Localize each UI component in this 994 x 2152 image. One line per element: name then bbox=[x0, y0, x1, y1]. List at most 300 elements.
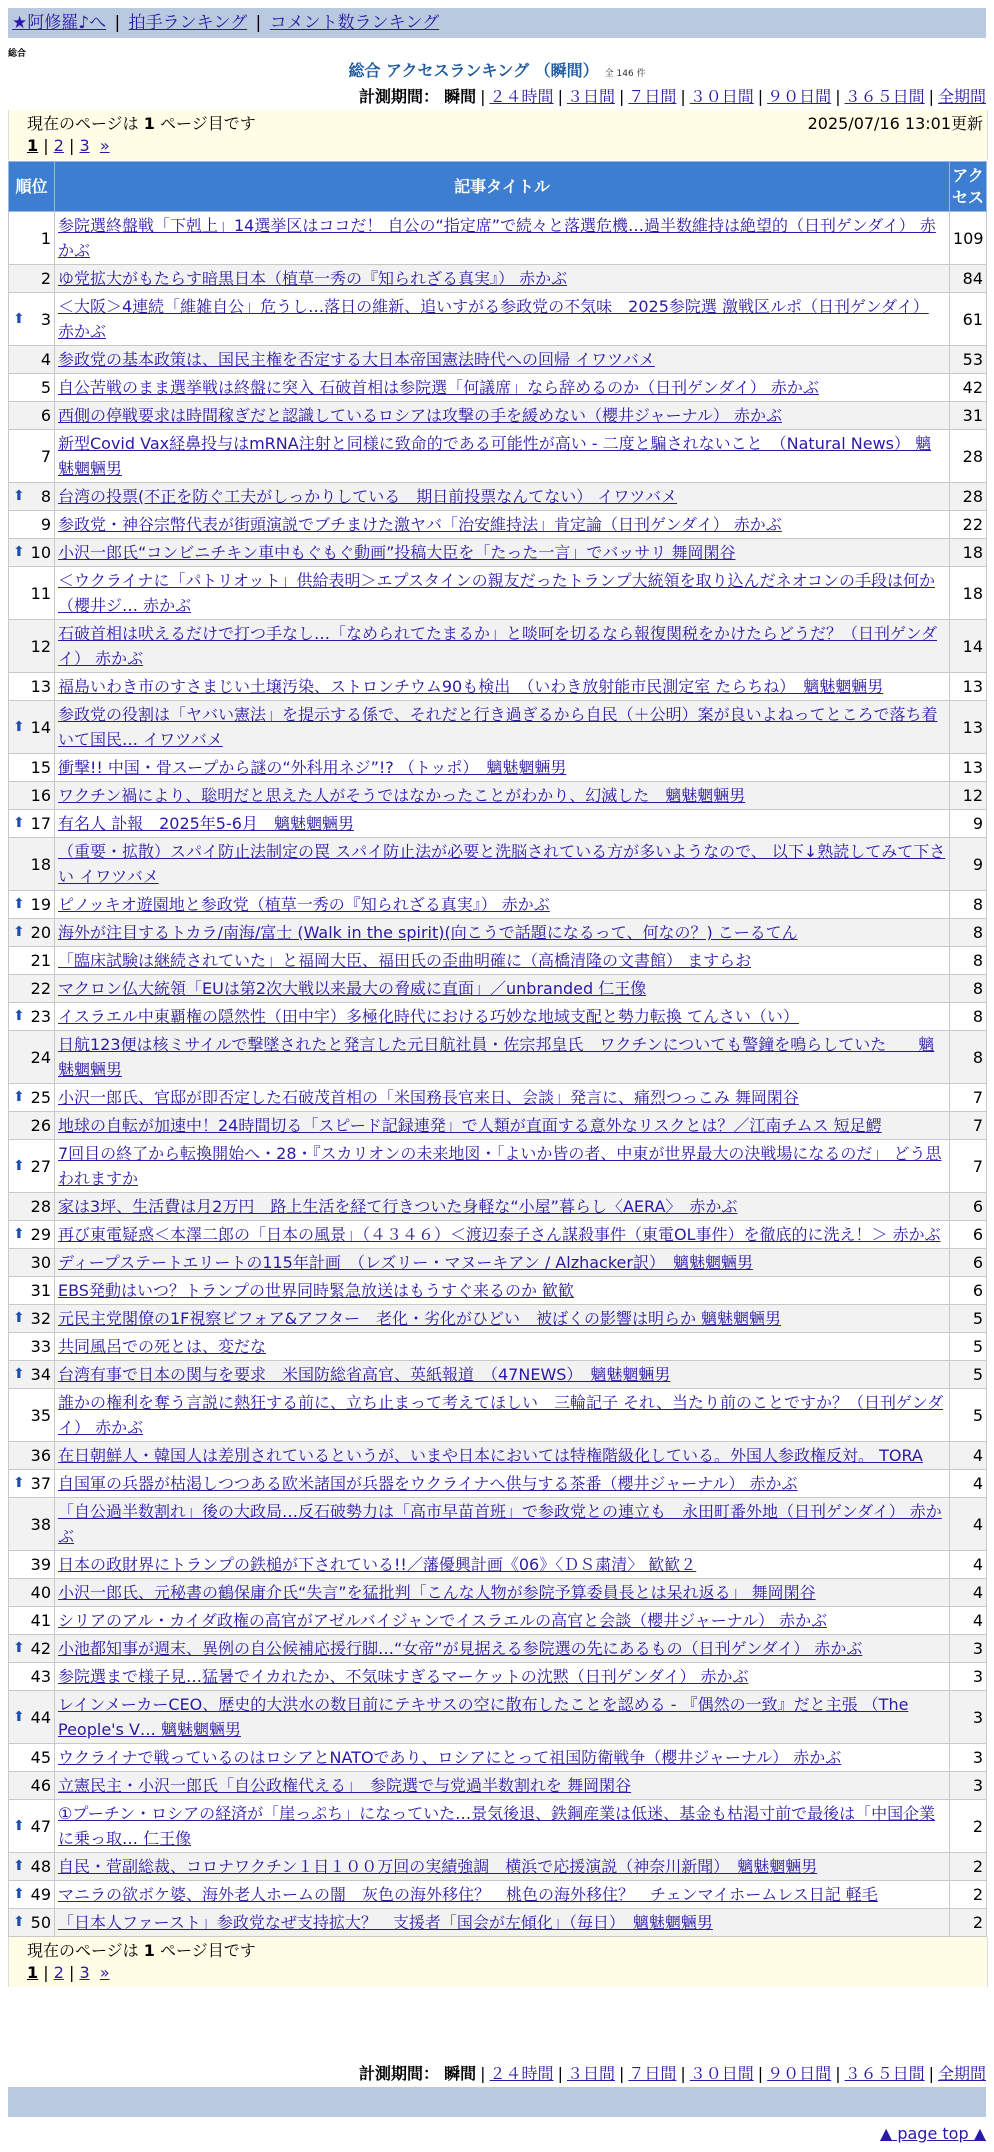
period-link-7d[interactable]: ７日間 bbox=[628, 87, 677, 106]
page-next-link[interactable]: » bbox=[99, 136, 110, 155]
period-link-365d[interactable]: ３６５日間 bbox=[844, 87, 925, 106]
title-cell bbox=[55, 1031, 950, 1084]
table-row bbox=[9, 374, 987, 402]
title-cell bbox=[55, 1003, 950, 1031]
rank-number: 44 bbox=[30, 1707, 51, 1727]
access-count: 9 bbox=[950, 838, 987, 891]
rank-number: 33 bbox=[30, 1337, 51, 1356]
rank-number: 36 bbox=[30, 1446, 51, 1465]
article-link[interactable]: 誰かの権利を奪う言説に熱狂する前に、立ち止まって考えてほしい 三輪記子 それ、当たり前のことですか？（日刊ゲンダイ） 赤かぶ bbox=[58, 1393, 944, 1437]
article-link[interactable]: 小池都知事が週末、異例の自公候補応援行脚…“女帝”が見据える参院選の先にあるもの（日刊ゲンダイ） 赤かぶ bbox=[58, 1639, 863, 1658]
title-cell bbox=[55, 567, 950, 620]
article-link[interactable]: 福島いわき市のすさまじい土壌汚染、ストロンチウム90も検出 （いわき放射能市民測定室 たらちね） 魑魅魍魎男 bbox=[58, 677, 884, 696]
table-row bbox=[9, 1193, 987, 1221]
rank-number: 2 bbox=[40, 269, 51, 288]
rank-number: 12 bbox=[30, 636, 51, 656]
article-link[interactable]: 小沢一郎氏、元秘書の鶴保庸介氏“失言”を猛批判「こんな人物が参院予算委員長とは呆れ返る」 舞岡閑谷 bbox=[58, 1583, 816, 1602]
access-count: 13 bbox=[950, 701, 987, 754]
article-link[interactable]: ＜ウクライナに「パトリオット」供給表明＞エプスタインの親友だったトランプ大統領を取り込んだネオコンの手段は何か（櫻井ジ… 赤かぶ bbox=[58, 571, 935, 615]
period-link-3d[interactable]: ３日間 bbox=[566, 87, 615, 106]
rank-number: 25 bbox=[30, 1088, 51, 1107]
rank-number: 50 bbox=[30, 1913, 51, 1932]
table-row bbox=[9, 1277, 987, 1305]
table-row bbox=[9, 1853, 987, 1881]
rank-cell bbox=[9, 483, 55, 511]
rank-cell bbox=[9, 1389, 55, 1442]
access-count: 7 bbox=[950, 1084, 987, 1112]
access-count: 18 bbox=[950, 567, 987, 620]
table-row bbox=[9, 919, 987, 947]
article-link[interactable]: ディープステートエリートの115年計画 （レズリー・マヌーキアン / Alzhacker訳） 魑魅魍魎男 bbox=[58, 1253, 753, 1272]
article-link[interactable]: 有名人 訃報 2025年5-6月 魑魅魍魎男 bbox=[58, 814, 354, 833]
title-cell bbox=[55, 1800, 950, 1853]
rank-cell bbox=[9, 673, 55, 701]
title-cell bbox=[55, 1333, 950, 1361]
access-count: 13 bbox=[950, 673, 987, 701]
top-nav-links bbox=[12, 12, 439, 34]
article-link[interactable]: 新型Covid Vax経鼻投与はmRNA注射と同様に致命的である可能性が高い - 二度と騙されないこと （Natural News） 魑魅魍魎男 bbox=[58, 434, 932, 478]
rank-number: 26 bbox=[30, 1116, 51, 1135]
period-link-all[interactable]: 全期間 bbox=[937, 87, 986, 106]
rank-cell bbox=[9, 1361, 55, 1389]
page-link-2[interactable]: 2 bbox=[53, 136, 64, 155]
table-row bbox=[9, 483, 987, 511]
rank-cell bbox=[9, 1607, 55, 1635]
article-link[interactable]: 小沢一郎氏“コンビニチキン車中もぐもぐ動画”投稿大臣を「たった一言」でバッサリ 舞岡閑谷 bbox=[58, 543, 736, 562]
rank-number: 20 bbox=[30, 923, 51, 942]
table-row bbox=[9, 1881, 987, 1909]
period-link-3d[interactable]: ３日間 bbox=[566, 2064, 615, 2083]
table-row bbox=[9, 1909, 987, 1937]
updated-timestamp: 2025/07/16 13:01更新 bbox=[807, 114, 983, 133]
period-selector-top: 計測期間： 瞬間 | ２４時間 | ３日間 | ７日間 | ３０日間 | ９０日間 | ３６５日間 | 全期間 bbox=[359, 87, 986, 106]
access-count: 3 bbox=[950, 1635, 987, 1663]
period-link-all[interactable]: 全期間 bbox=[937, 2064, 986, 2083]
table-row bbox=[9, 1333, 987, 1361]
article-link[interactable]: 日本の政財界にトランプの鉄槌が下されている!!／藩優興計画《06》〈ＤＳ粛清〉 歓歓２ bbox=[58, 1555, 697, 1574]
article-link[interactable]: 自民・菅副総裁、コロナワクチン１日１００万回の実績強調 横浜で応援演説（神奈川新聞） 魑魅魍魎男 bbox=[58, 1857, 818, 1876]
title-cell bbox=[55, 1744, 950, 1772]
header-title: 記事タイトル bbox=[55, 162, 950, 212]
rank-number: 8 bbox=[40, 487, 51, 506]
table-row bbox=[9, 1031, 987, 1084]
table-row bbox=[9, 1635, 987, 1663]
table-row bbox=[9, 346, 987, 374]
access-count: 14 bbox=[950, 620, 987, 673]
article-link[interactable]: 参院選終盤戦「下剋上」14選挙区はココだ！ 自公の“指定席”で続々と落選危機…過半数維持は絶望的（日刊ゲンダイ） 赤かぶ bbox=[58, 216, 936, 260]
article-link[interactable]: ゆ党拡大がもたらす暗黒日本（植草一秀の『知られざる真実』） 赤かぶ bbox=[58, 269, 568, 288]
article-link[interactable]: 日航123便は核ミサイルで撃墜されたと発言した元日航社員・佐宗邦皇氏 ワクチンについても警鐘を鳴らしていた 魑魅魍魎男 bbox=[58, 1035, 935, 1079]
rank-number: 14 bbox=[30, 717, 51, 737]
period-link-24h[interactable]: ２４時間 bbox=[489, 2064, 554, 2083]
article-link[interactable]: ウクライナで戦っているのはロシアとNATOであり、ロシアにとって祖国防衛戦争（櫻井ジャーナル） 赤かぶ bbox=[58, 1748, 842, 1767]
rank-number: 30 bbox=[30, 1253, 51, 1272]
rank-cell bbox=[9, 212, 55, 265]
header-access: アクセス bbox=[950, 162, 987, 212]
table-row bbox=[9, 1579, 987, 1607]
article-link[interactable]: イスラエル中東覇権の隠然性（田中宇）多極化時代における巧妙な地域支配と勢力転換 てんさい（い） bbox=[58, 1007, 799, 1026]
table-row bbox=[9, 701, 987, 754]
article-link[interactable]: 台湾有事で日本の関与を要求 米国防総省高官、英紙報道 （47NEWS） 魑魅魍魎男 bbox=[58, 1365, 671, 1384]
title-cell bbox=[55, 620, 950, 673]
rank-number: 28 bbox=[30, 1197, 51, 1216]
page-top-link[interactable]: ▲ page top ▲ bbox=[879, 2124, 986, 2143]
rank-number: 1 bbox=[40, 228, 51, 248]
article-link[interactable]: 石破首相は吠えるだけで打つ手なし…「なめられてたまるか」と啖呵を切るなら報復関税をかけたらどうだ？（日刊ゲンダイ） 赤かぶ bbox=[58, 624, 938, 668]
rank-number: 31 bbox=[30, 1281, 51, 1300]
access-count: 4 bbox=[950, 1607, 987, 1635]
rank-up-arrow-icon: ⬆ bbox=[13, 1157, 25, 1174]
title-cell bbox=[55, 1221, 950, 1249]
period-link-90d[interactable]: ９０日間 bbox=[767, 87, 832, 106]
article-link[interactable]: 「自公過半数割れ」後の大政局…反石破勢力は「高市早苗首班」で参政党との連立も 永田町番外地（日刊ゲンダイ） 赤かぶ bbox=[58, 1502, 942, 1546]
access-count: 5 bbox=[950, 1333, 987, 1361]
rank-number: 42 bbox=[30, 1639, 51, 1658]
rank-number: 37 bbox=[30, 1474, 51, 1493]
access-count: 6 bbox=[950, 1277, 987, 1305]
rank-cell bbox=[9, 1031, 55, 1084]
table-row bbox=[9, 539, 987, 567]
title-cell bbox=[55, 1909, 950, 1937]
rank-up-arrow-icon: ⬆ bbox=[13, 896, 25, 912]
title-cell bbox=[55, 265, 950, 293]
title-cell bbox=[55, 1663, 950, 1691]
rank-number: 29 bbox=[30, 1225, 51, 1244]
rank-number: 6 bbox=[40, 406, 51, 425]
rank-up-arrow-icon: ⬆ bbox=[13, 1886, 25, 1902]
nav-separator: | bbox=[114, 13, 121, 33]
rank-cell bbox=[9, 539, 55, 567]
rank-cell bbox=[9, 1744, 55, 1772]
access-count: 7 bbox=[950, 1112, 987, 1140]
article-link[interactable]: 「臨床試験は継続されていた」と福岡大臣、福田氏の歪曲明確に（高橋清隆の文書館） ますらお bbox=[58, 951, 752, 970]
pagination: 1 | 2 | 3 » bbox=[27, 1963, 110, 1982]
home-link[interactable]: ★阿修羅♪へ bbox=[12, 13, 107, 33]
title-cell bbox=[55, 975, 950, 1003]
pagination-box-top bbox=[8, 110, 988, 160]
access-count: 61 bbox=[950, 293, 987, 346]
rank-number: 13 bbox=[30, 677, 51, 696]
rank-cell bbox=[9, 1470, 55, 1498]
rank-cell bbox=[9, 511, 55, 539]
rank-number: 48 bbox=[30, 1857, 51, 1876]
period-current: 瞬間 bbox=[444, 87, 477, 106]
title-cell bbox=[55, 430, 950, 483]
access-count: 2 bbox=[950, 1800, 987, 1853]
access-count: 84 bbox=[950, 265, 987, 293]
header-rank: 順位 bbox=[9, 162, 55, 212]
rank-number: 19 bbox=[30, 895, 51, 914]
period-link-30d[interactable]: ３０日間 bbox=[689, 87, 754, 106]
current-page-text: 現在のページは 1 ページ目です bbox=[27, 1941, 256, 1960]
article-link[interactable]: 立憲民主・小沢一郎氏「自公政権代える」 参院選で与党過半数割れを 舞岡閑谷 bbox=[58, 1776, 632, 1795]
title-cell bbox=[55, 782, 950, 810]
period-link-90d[interactable]: ９０日間 bbox=[767, 2064, 832, 2083]
rank-up-arrow-icon: ⬆ bbox=[13, 1914, 25, 1930]
table-row bbox=[9, 1084, 987, 1112]
table-row bbox=[9, 1607, 987, 1635]
rank-number: 41 bbox=[30, 1611, 51, 1630]
article-link[interactable]: ワクチン禍により、聡明だと思えた人がそうではなかったことがわかり、幻滅した 魑魅魍魎男 bbox=[58, 786, 746, 805]
access-count: 4 bbox=[950, 1551, 987, 1579]
rank-number: 15 bbox=[30, 758, 51, 777]
title-cell bbox=[55, 1772, 950, 1800]
table-row bbox=[9, 567, 987, 620]
article-link[interactable]: 「日本人ファースト」参政党なぜ支持拡大？ 支援者「国会が左傾化」（毎日） 魑魅魍魎男 bbox=[58, 1913, 713, 1932]
article-link[interactable]: 在日朝鮮人・韓国人は差別されているというが、いまや日本においては特権階級化している。外国人参政権反対。 TORA bbox=[58, 1446, 923, 1465]
rank-up-arrow-icon: ⬆ bbox=[13, 1640, 25, 1656]
table-row bbox=[9, 511, 987, 539]
title-cell bbox=[55, 539, 950, 567]
rank-number: 21 bbox=[30, 951, 51, 970]
rank-number: 32 bbox=[30, 1309, 51, 1328]
rank-number: 49 bbox=[30, 1885, 51, 1904]
rank-number: 39 bbox=[30, 1555, 51, 1574]
period-selector-bottom: 計測期間： 瞬間 | ２４時間 | ３日間 | ７日間 | ３０日間 | ９０日間 | ３６５日間 | 全期間 bbox=[359, 2064, 986, 2083]
period-link-30d[interactable]: ３０日間 bbox=[689, 2064, 754, 2083]
table-row bbox=[9, 1744, 987, 1772]
access-count: 42 bbox=[950, 374, 987, 402]
title-cell bbox=[55, 511, 950, 539]
access-count: 2 bbox=[950, 1853, 987, 1881]
table-row bbox=[9, 975, 987, 1003]
title-cell bbox=[55, 810, 950, 838]
title-cell bbox=[55, 1442, 950, 1470]
access-count: 6 bbox=[950, 1221, 987, 1249]
rank-up-arrow-icon: ⬆ bbox=[13, 1817, 25, 1834]
rank-number: 5 bbox=[40, 378, 51, 397]
access-count: 7 bbox=[950, 1140, 987, 1193]
article-link[interactable]: シリアのアル・カイダ政権の高官がアゼルバイジャンでイスラエルの高官と会談（櫻井ジャーナル） 赤かぶ bbox=[58, 1611, 828, 1630]
access-count: 6 bbox=[950, 1193, 987, 1221]
article-link[interactable]: 自国軍の兵器が枯渇しつつある欧米諸国が兵器をウクライナへ供与する茶番（櫻井ジャーナル） 赤かぶ bbox=[58, 1474, 798, 1493]
article-link[interactable]: 小沢一郎氏、官邸が即否定した石破茂首相の「米国務長官来日、会談」発言に、痛烈つっこみ 舞岡閑谷 bbox=[58, 1088, 799, 1107]
rank-cell bbox=[9, 1249, 55, 1277]
article-link[interactable]: （重要・拡散）スパイ防止法制定の罠 スパイ防止法が必要と洗脳されている方が多いようなので、 以下↓熟読してみて下さい イワツバメ bbox=[58, 842, 946, 886]
access-count: 28 bbox=[950, 430, 987, 483]
rank-cell bbox=[9, 293, 55, 346]
article-link[interactable]: 参政党の役割は「ヤバい憲法」を提示する係で、それだと行き過ぎるから自民（＋公明）案が良いよねってところで落ち着いて国民… イワツバメ bbox=[58, 705, 938, 749]
table-row bbox=[9, 1442, 987, 1470]
rank-number: 10 bbox=[30, 543, 51, 562]
table-row bbox=[9, 620, 987, 673]
article-link[interactable]: 西側の停戦要求は時間稼ぎだと認識しているロシアは攻撃の手を緩めない（櫻井ジャーナル） 赤かぶ bbox=[58, 406, 782, 425]
rank-cell bbox=[9, 1909, 55, 1937]
article-link[interactable]: 海外が注目するトカラ/南海/富士 (Walk in the spirit)(向こうで話題になるって、何なの？) こーるてん bbox=[58, 923, 798, 942]
title-cell bbox=[55, 1470, 950, 1498]
rank-number: 9 bbox=[40, 515, 51, 534]
access-count: 31 bbox=[950, 402, 987, 430]
rank-cell bbox=[9, 838, 55, 891]
title-cell bbox=[55, 754, 950, 782]
title-cell bbox=[55, 891, 950, 919]
article-link[interactable]: マクロン仏大統領「EUは第2次大戦以来最大の脅威に直面」／unbranded 仁王像 bbox=[58, 979, 647, 998]
title-cell bbox=[55, 1691, 950, 1744]
rank-up-arrow-icon: ⬆ bbox=[13, 1008, 25, 1024]
title-cell bbox=[55, 1277, 950, 1305]
period-link-7d[interactable]: ７日間 bbox=[628, 2064, 677, 2083]
rank-up-arrow-icon: ⬆ bbox=[13, 544, 25, 560]
access-count: 8 bbox=[950, 1031, 987, 1084]
table-row bbox=[9, 782, 987, 810]
title-cell bbox=[55, 1305, 950, 1333]
article-link[interactable]: 共同風呂での死とは、変だな bbox=[58, 1337, 267, 1356]
page-link-3[interactable]: 3 bbox=[79, 136, 90, 155]
rank-cell bbox=[9, 1691, 55, 1744]
rank-number: 18 bbox=[30, 854, 51, 874]
access-count: 8 bbox=[950, 891, 987, 919]
table-row bbox=[9, 673, 987, 701]
table-row bbox=[9, 1221, 987, 1249]
page-current: 1 bbox=[27, 136, 39, 155]
rank-cell bbox=[9, 947, 55, 975]
rank-cell bbox=[9, 1663, 55, 1691]
table-row bbox=[9, 1663, 987, 1691]
title-cell bbox=[55, 919, 950, 947]
rank-up-arrow-icon: ⬆ bbox=[13, 718, 25, 735]
title-cell bbox=[55, 1881, 950, 1909]
access-count: 2 bbox=[950, 1909, 987, 1937]
table-row bbox=[9, 754, 987, 782]
article-link[interactable]: 7回目の終了から転換開始へ・28・『スカリオンの未来地図・「よいか皆の者、中東が世界最大の決戦場になるのだ」 どう思われますか bbox=[58, 1144, 942, 1188]
access-count: 4 bbox=[950, 1498, 987, 1551]
article-link[interactable]: 家は3坪、生活費は月2万円 路上生活を経て行きついた身軽な“小屋”暮らし〈AERA〉 赤かぶ bbox=[58, 1197, 738, 1216]
rank-number: 22 bbox=[30, 979, 51, 998]
access-count: 8 bbox=[950, 1003, 987, 1031]
page-link-2[interactable]: 2 bbox=[53, 1963, 64, 1982]
table-row bbox=[9, 838, 987, 891]
rank-cell bbox=[9, 1881, 55, 1909]
pagination-box-bottom bbox=[8, 1937, 988, 1987]
rank-number: 27 bbox=[30, 1156, 51, 1176]
access-count: 109 bbox=[950, 212, 987, 265]
access-count: 53 bbox=[950, 346, 987, 374]
comment-ranking-link[interactable]: コメント数ランキング bbox=[269, 13, 440, 33]
table-row bbox=[9, 891, 987, 919]
nav-separator: | bbox=[255, 13, 262, 33]
access-count: 12 bbox=[950, 782, 987, 810]
rank-cell bbox=[9, 1277, 55, 1305]
rank-up-arrow-icon: ⬆ bbox=[13, 488, 25, 504]
table-row bbox=[9, 1112, 987, 1140]
article-link[interactable]: 衝撃!! 中国・骨スープから謎の“外科用ネジ”!? （トッポ） 魑魅魍魎男 bbox=[58, 758, 567, 777]
title-cell bbox=[55, 346, 950, 374]
rank-up-arrow-icon: ⬆ bbox=[13, 1226, 25, 1242]
period-label: 計測期間： bbox=[359, 87, 440, 106]
article-link[interactable]: 参政党・神谷宗幣代表が街頭演説でブチまけた激ヤバ「治安維持法」肯定論（日刊ゲンダイ） 赤かぶ bbox=[58, 515, 782, 534]
rank-cell bbox=[9, 430, 55, 483]
ranking-rows bbox=[9, 212, 987, 1937]
access-count: 5 bbox=[950, 1361, 987, 1389]
access-count: 8 bbox=[950, 975, 987, 1003]
access-count: 2 bbox=[950, 1881, 987, 1909]
access-count: 4 bbox=[950, 1470, 987, 1498]
title-cell bbox=[55, 374, 950, 402]
rank-cell bbox=[9, 1193, 55, 1221]
article-link[interactable]: 元民主党閣僚の1F視察ビフォア&アフター 老化・劣化がひどい 被ばくの影響は明らか 魑魅魍魎男 bbox=[58, 1309, 782, 1328]
category-label: 総合 bbox=[8, 49, 27, 59]
rank-cell bbox=[9, 810, 55, 838]
access-count: 8 bbox=[950, 947, 987, 975]
rank-up-arrow-icon: ⬆ bbox=[13, 815, 25, 831]
article-link[interactable]: 再び東電疑惑＜本澤二郎の「日本の風景」（４３４６）＜渡辺泰子さん謀殺事件（東電OL事件）を徹底的に洗え！＞ 赤かぶ bbox=[58, 1225, 941, 1244]
table-row bbox=[9, 265, 987, 293]
table-row bbox=[9, 212, 987, 265]
table-row bbox=[9, 1389, 987, 1442]
article-link[interactable]: ピノッキオ遊園地と参政党（植草一秀の『知られざる真実』） 赤かぶ bbox=[58, 895, 550, 914]
rank-cell bbox=[9, 701, 55, 754]
title-cell bbox=[55, 838, 950, 891]
rank-number: 16 bbox=[30, 786, 51, 805]
article-link[interactable]: 台湾の投票(不正を防ぐ工夫がしっかりしている 期日前投票なんてない） イワツバメ bbox=[58, 487, 678, 506]
rank-number: 47 bbox=[30, 1816, 51, 1836]
title-cell bbox=[55, 1389, 950, 1442]
article-link[interactable]: 参政党の基本政策は、国民主権を否定する大日本帝国憲法時代への回帰 イワツバメ bbox=[58, 350, 655, 369]
table-row bbox=[9, 1498, 987, 1551]
access-count: 5 bbox=[950, 1305, 987, 1333]
rank-cell bbox=[9, 1140, 55, 1193]
period-link-24h[interactable]: ２４時間 bbox=[489, 87, 554, 106]
article-link[interactable]: 地球の自転が加速中！24時間切る「スピード記録連発」で人類が直面する意外なリスクとは？／江南チムス 短足鰐 bbox=[58, 1116, 882, 1135]
clap-ranking-link[interactable]: 拍手ランキング bbox=[128, 13, 248, 33]
rank-cell bbox=[9, 1772, 55, 1800]
page-next-link[interactable]: » bbox=[99, 1963, 110, 1982]
title-cell bbox=[55, 1635, 950, 1663]
article-link[interactable]: ①プーチン・ロシアの経済が「崖っぷち」になっていた…景気後退、鉄鋼産業は低迷、基金も枯渇寸前で最後は「中国企業に乗っ取… 仁王像 bbox=[58, 1804, 936, 1848]
page-title bbox=[0, 60, 994, 85]
rank-cell bbox=[9, 1084, 55, 1112]
rank-up-arrow-icon: ⬆ bbox=[13, 1310, 25, 1326]
table-row bbox=[9, 1249, 987, 1277]
title-cell bbox=[55, 1579, 950, 1607]
rank-cell bbox=[9, 1853, 55, 1881]
title-cell bbox=[55, 1140, 950, 1193]
access-count: 3 bbox=[950, 1744, 987, 1772]
title-cell bbox=[55, 1607, 950, 1635]
period-link-365d[interactable]: ３６５日間 bbox=[844, 2064, 925, 2083]
article-link[interactable]: レインメーカーCEO、歴史的大洪水の数日前にテキサスの空に散布したことを認める - 『偶然の一致』だと主張 （The People's V… 魑魅魍魎男 bbox=[58, 1695, 909, 1739]
page-link-3[interactable]: 3 bbox=[79, 1963, 90, 1982]
rank-number: 17 bbox=[30, 814, 51, 833]
rank-cell bbox=[9, 374, 55, 402]
rank-up-arrow-icon: ⬆ bbox=[13, 924, 25, 940]
access-count: 4 bbox=[950, 1442, 987, 1470]
rank-up-arrow-icon: ⬆ bbox=[13, 1475, 25, 1491]
rank-up-arrow-icon: ⬆ bbox=[13, 1858, 25, 1874]
title-cell bbox=[55, 673, 950, 701]
access-count: 6 bbox=[950, 1249, 987, 1277]
article-link[interactable]: ＜大阪＞4連続「維雑自公」危うし…落日の維新、追いすがる参政党の不気味 2025参院選 激戦区ルポ（日刊ゲンダイ） 赤かぶ bbox=[58, 297, 929, 341]
rank-number: 4 bbox=[40, 350, 51, 369]
rank-cell bbox=[9, 1551, 55, 1579]
access-count: 18 bbox=[950, 539, 987, 567]
article-link[interactable]: マニラの欲ボケ婆、海外老人ホームの闇 灰色の海外移住？ 桃色の海外移住？ チェンマイホームレス日記 軽毛 bbox=[58, 1885, 878, 1904]
rank-cell bbox=[9, 1221, 55, 1249]
article-link[interactable]: 参院選まで様子見…猛暑でイカれたか、不気味すぎるマーケットの沈黙（日刊ゲンダイ） 赤かぶ bbox=[58, 1667, 749, 1686]
table-row bbox=[9, 1470, 987, 1498]
access-count: 4 bbox=[950, 1579, 987, 1607]
title-cell bbox=[55, 483, 950, 511]
rank-cell bbox=[9, 265, 55, 293]
title-cell bbox=[55, 1551, 950, 1579]
title-cell bbox=[55, 947, 950, 975]
article-link[interactable]: 自公苦戦のまま選挙戦は終盤に突入 石破首相は参院選「何議席」なら辞めるのか（日刊ゲンダイ） 赤かぶ bbox=[58, 378, 819, 397]
rank-number: 23 bbox=[30, 1007, 51, 1026]
page-current: 1 bbox=[27, 1963, 39, 1982]
table-row bbox=[9, 1003, 987, 1031]
rank-number: 24 bbox=[30, 1047, 51, 1067]
article-link[interactable]: EBS発動はいつ？トランプの世界同時緊急放送はもうすぐ来るのか 歓歓 bbox=[58, 1281, 575, 1300]
